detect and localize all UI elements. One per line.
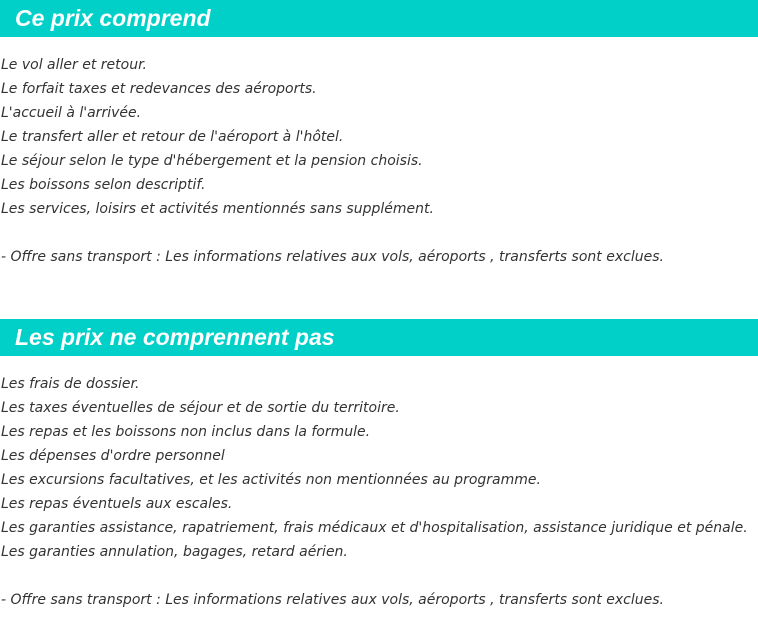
no-transport-note: - Offre sans transport : Les informations relatives aux vols, aéroports , transferts sont exclues. [1,249,664,265]
list-item: L'accueil à l'arrivée. [1,105,142,121]
price-excludes-heading: Les prix ne comprennent pas [0,319,758,356]
list-item: Le transfert aller et retour de l'aéroport à l'hôtel. [1,129,344,145]
list-item: Les services, loisirs et activités mentionnés sans supplément. [1,201,434,217]
list-item: Les garanties annulation, bagages, retard aérien. [1,544,348,560]
list-item: Les excursions facultatives, et les activités non mentionnées au programme. [1,472,541,488]
no-transport-note: - Offre sans transport : Les informations relatives aux vols, aéroports , transferts sont exclues. [1,592,664,608]
list-item: Les garanties assistance, rapatriement, frais médicaux et d'hospitalisation, assistance juridique et pénale. [1,520,748,536]
list-item: Le forfait taxes et redevances des aéroports. [1,81,317,97]
price-includes-list [0,37,758,221]
price-excludes-list [0,356,758,564]
list-item: Le vol aller et retour. [1,57,148,73]
list-item: Les frais de dossier. [1,376,140,392]
list-item: Le séjour selon le type d'hébergement et la pension choisis. [1,153,423,169]
price-includes-heading: Ce prix comprend [0,0,758,37]
price-excludes-section [0,319,758,612]
list-item: Les repas et les boissons non inclus dans la formule. [1,424,371,440]
price-includes-section [0,0,758,269]
list-item: Les taxes éventuelles de séjour et de sortie du territoire. [1,400,400,416]
list-item: Les repas éventuels aux escales. [1,496,233,512]
list-item: Les dépenses d'ordre personnel [1,448,225,464]
list-item: Les boissons selon descriptif. [1,177,206,193]
